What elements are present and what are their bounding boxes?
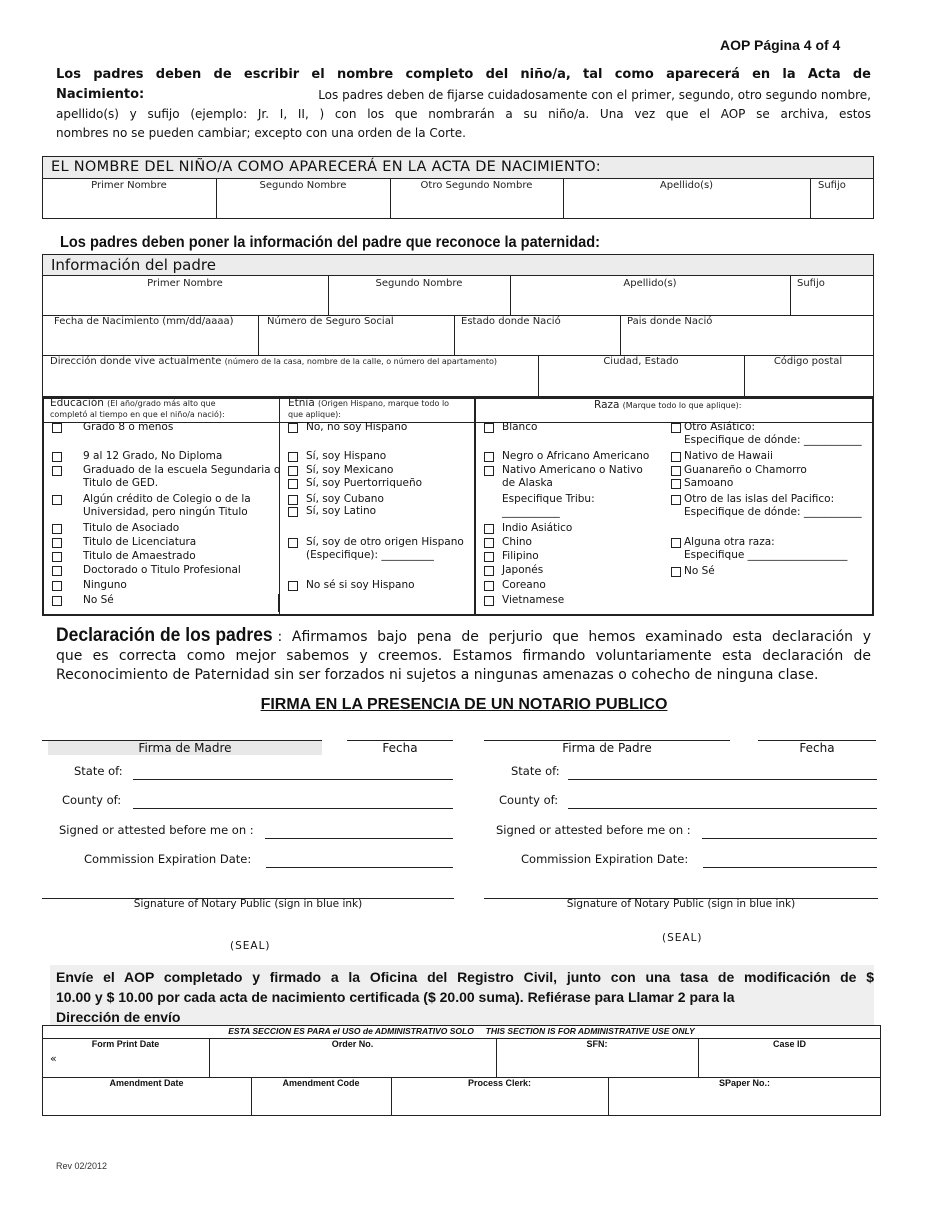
left-state-input[interactable] — [133, 765, 453, 780]
father-ssn-field[interactable]: Número de Seguro Social — [267, 316, 394, 327]
father-last-name-field[interactable]: Apellido(s) — [623, 278, 677, 289]
ethnicity-checkbox[interactable] — [288, 507, 298, 517]
race-option-label: Indio Asiático — [502, 522, 573, 534]
admin-marker: « — [50, 1052, 57, 1065]
address-note: (número de la casa, nombre de la calle, o número del apartamento) — [224, 357, 497, 366]
ethnicity-option-label: Sí, soy Puertorriqueño — [306, 477, 423, 489]
father-fields — [42, 275, 874, 397]
left-county-label: County of: — [62, 793, 122, 807]
right-seal-label: (SEAL) — [662, 932, 703, 944]
ethnicity-checkbox[interactable] — [288, 466, 298, 476]
right-notary-signature-label[interactable]: Signature of Notary Public (sign in blue ink) — [566, 898, 796, 910]
race-other-option-label: Nativo de Hawaii — [684, 450, 773, 462]
father-suffix-field[interactable]: Sufijo — [797, 278, 825, 289]
father-dob-field[interactable]: Fecha de Nacimiento (mm/dd/aaaa) — [54, 316, 234, 327]
education-option-label: 9 al 12 Grado, No Diploma — [83, 450, 223, 462]
mother-signature-label[interactable]: Firma de Madre — [138, 741, 232, 755]
declaration-line2: que es correcta como mejor sabemos y creemos. Estamos firmando voluntariamente esta declaración de — [56, 648, 871, 664]
education-option-label: Titulo de Asociado — [83, 522, 180, 534]
amendment-date-field[interactable]: Amendment Date — [109, 1078, 184, 1088]
race-other-checkbox[interactable] — [671, 567, 681, 577]
declaration-title: Declaración de los padres — [56, 625, 273, 646]
race-checkbox[interactable] — [484, 524, 494, 534]
race-checkbox[interactable] — [484, 581, 494, 591]
ethnicity-checkbox[interactable] — [288, 581, 298, 591]
race-other-checkbox[interactable] — [671, 466, 681, 476]
left-signed-label: Signed or attested before me on : — [59, 823, 254, 837]
education-option-label: Graduado de la escuela Segundaria o — [83, 464, 281, 476]
education-option-label: Doctorado o Titulo Profesional — [83, 564, 241, 576]
race-checkbox[interactable] — [484, 538, 494, 548]
ethnicity-option-label: Sí, soy Latino — [306, 505, 377, 517]
education-option-label: Titulo de Licenciatura — [83, 536, 197, 548]
race-option-label: Especifique Tribu: — [502, 493, 595, 505]
education-option-label: Universidad, pero ningún Titulo — [83, 506, 248, 518]
education-option-label: Ninguno — [83, 579, 127, 591]
declaration-line3: Reconocimiento de Paternidad sin ser forzados ni sujetos a ningunas amenazas o cohecho de ninguna clase. — [56, 667, 819, 683]
left-county-input[interactable] — [133, 794, 453, 809]
father-middle-name-field[interactable]: Segundo Nombre — [375, 278, 463, 289]
ethnicity-checkbox[interactable] — [288, 538, 298, 548]
intro-line3: apellido(s) y sufijo (ejemplo: Jr. I, II, ) con los que nombrarán a su niño/a. Una vez que el AOP se archiva, estos — [56, 107, 871, 121]
left-seal-label: (SEAL) — [230, 940, 271, 952]
education-option-label: Algún crédito de Colegio o de la — [83, 493, 251, 505]
race-other-option-label: No Sé — [684, 565, 715, 577]
education-checkbox[interactable] — [52, 423, 62, 433]
education-checkbox[interactable] — [52, 581, 62, 591]
order-no-field[interactable]: Order No. — [331, 1039, 374, 1049]
race-other-option-label: Especifique de dónde: ___________ — [684, 434, 862, 446]
race-option-label: Filipino — [502, 550, 539, 562]
education-checkbox[interactable] — [52, 495, 62, 505]
revision-label: Rev 02/2012 — [56, 1161, 108, 1171]
child-name-header — [42, 156, 874, 179]
father-city-state-field[interactable]: Ciudad, Estado — [603, 356, 679, 367]
right-commission-label: Commission Expiration Date: — [521, 852, 689, 866]
ethnicity-option-label: No, no soy Hispano — [306, 421, 408, 433]
declaration — [56, 626, 871, 685]
education-checkbox[interactable] — [52, 596, 62, 606]
process-clerk-field[interactable]: Process Clerk: — [467, 1078, 532, 1088]
education-checkbox[interactable] — [52, 452, 62, 462]
race-checkbox[interactable] — [484, 566, 494, 576]
race-header: Raza (Marque todo lo que aplique): — [594, 399, 742, 411]
education-header: Educación (El año/grado más alto que completó al tiempo en que el niño/a nació): — [50, 397, 225, 419]
race-option-label: Nativo Americano o Nativo — [502, 464, 643, 476]
father-birth-country-field[interactable]: Pais donde Nació — [627, 316, 713, 327]
education-checkbox[interactable] — [52, 538, 62, 548]
notary-heading: FIRMA EN LA PRESENCIA DE UN NOTARIO PUBLICO — [260, 696, 668, 713]
sfn-field[interactable]: SFN: — [586, 1039, 608, 1049]
child-last-name-field[interactable]: Apellido(s) — [659, 180, 714, 191]
race-option-label: Blanco — [502, 421, 538, 433]
ethnicity-option-label: Sí, soy Cubano — [306, 493, 384, 505]
page-label: AOP Página 4 of 4 — [720, 37, 841, 53]
right-commission-input[interactable] — [703, 853, 877, 868]
child-other-middle-name-field[interactable]: Otro Segundo Nombre — [420, 180, 533, 191]
race-other-checkbox[interactable] — [671, 452, 681, 462]
race-other-checkbox[interactable] — [671, 479, 681, 489]
father-section-header — [42, 254, 874, 276]
race-other-checkbox[interactable] — [671, 538, 681, 548]
right-signed-label: Signed or attested before me on : — [496, 823, 691, 837]
send-line3: Dirección de envío — [56, 1009, 181, 1025]
race-checkbox[interactable] — [484, 552, 494, 562]
ethnicity-checkbox[interactable] — [288, 423, 298, 433]
race-checkbox[interactable] — [484, 596, 494, 606]
education-option-label: Titulo de GED. — [83, 477, 159, 489]
address-label: Dirección donde vive actualmente — [50, 356, 222, 367]
child-first-name-field[interactable]: Primer Nombre — [91, 180, 167, 191]
send-line2: 10.00 y $ 10.00 por cada acta de nacimiento certificada ($ 20.00 suma). Refiérase para Llamar 2 para la — [56, 989, 735, 1005]
race-checkbox[interactable] — [484, 423, 494, 433]
left-commission-label: Commission Expiration Date: — [84, 852, 252, 866]
ethnicity-checkbox[interactable] — [288, 452, 298, 462]
intro-bold-line2: Nacimiento: — [56, 87, 145, 102]
race-option-label: Negro o Africano Americano — [502, 450, 650, 462]
right-state-label: State of: — [511, 764, 560, 778]
right-signed-input[interactable] — [702, 824, 877, 839]
race-option-label: Vietnamese — [502, 594, 565, 606]
race-other-option-label: Samoano — [684, 477, 734, 489]
ethnicity-option-label: (Especifique): __________ — [306, 549, 434, 561]
right-county-input[interactable] — [568, 794, 877, 809]
declaration-line1: : Afirmamos bajo pena de perjurio que hemos examinado esta declaración y — [277, 629, 871, 645]
father-instruction: Los padres deben poner la información del padre que reconoce la paternidad: — [60, 234, 601, 251]
education-option-label: No Sé — [83, 594, 114, 606]
race-option-label: de Alaska — [502, 477, 553, 489]
child-middle-name-field[interactable]: Segundo Nombre — [259, 180, 347, 191]
race-option-label: Coreano — [502, 579, 546, 591]
race-other-option-label: Especifique ___________________ — [684, 549, 848, 561]
race-other-checkbox[interactable] — [671, 495, 681, 505]
race-option-label: ___________ — [502, 506, 560, 518]
race-option-label: Japonés — [502, 564, 544, 576]
father-zip-field[interactable]: Código postal — [773, 356, 843, 367]
ethnicity-option-label: No sé si soy Hispano — [306, 579, 415, 591]
left-signed-input[interactable] — [265, 824, 453, 839]
race-checkbox[interactable] — [484, 466, 494, 476]
left-commission-input[interactable] — [266, 853, 453, 868]
race-other-option-label: Otro Asiático: — [684, 421, 756, 433]
left-notary-signature-label[interactable]: Signature of Notary Public (sign in blue ink) — [133, 898, 363, 910]
intro-line4: nombres no se pueden cambiar; excepto con una orden de la Corte. — [56, 126, 466, 140]
child-name-title: EL NOMBRE DEL NIÑO/A COMO APARECERÁ EN LA ACTA DE NACIMIENTO: — [51, 159, 601, 175]
father-first-name-field[interactable]: Primer Nombre — [147, 278, 223, 289]
case-id-field[interactable]: Case ID — [772, 1039, 807, 1049]
left-state-label: State of: — [74, 764, 123, 778]
father-birth-state-field[interactable]: Estado donde Nació — [461, 316, 561, 327]
intro-bold-line1: Los padres deben de escribir el nombre completo del niño/a, tal como aparecerá en la Acta de — [56, 67, 871, 82]
father-address-field[interactable] — [50, 356, 497, 367]
form-print-date-field[interactable]: Form Print Date — [91, 1039, 160, 1049]
intro-line2: Los padres deben de fijarse cuidadosamente con el primer, segundo, otro segundo nombre, — [318, 88, 871, 102]
ethnicity-header: Etnia (Origen Hispano, marque todo lo que aplique): — [288, 397, 450, 419]
race-option-label: Chino — [502, 536, 532, 548]
ethnicity-checkbox[interactable] — [288, 479, 298, 489]
education-option-label: Titulo de Amaestrado — [83, 550, 196, 562]
race-checkbox[interactable] — [484, 452, 494, 462]
ethnicity-option-label: Sí, soy Mexicano — [306, 464, 394, 476]
father-section-title: Información del padre — [51, 256, 216, 274]
father-signature-label[interactable]: Firma de Padre — [562, 741, 652, 755]
mother-date-label[interactable]: Fecha — [382, 741, 418, 755]
education-checkbox[interactable] — [52, 566, 62, 576]
race-other-checkbox[interactable] — [671, 423, 681, 433]
father-date-label[interactable]: Fecha — [799, 741, 835, 755]
amendment-code-field[interactable]: Amendment Code — [282, 1078, 360, 1088]
admin-title: ESTA SECCION ES PARA el USO de ADMINISTRATIVO SOLO THIS SECTION IS FOR ADMINISTRATIVE USE ONLY — [228, 1026, 695, 1036]
ethnicity-checkbox[interactable] — [288, 495, 298, 505]
spaper-no-field[interactable]: SPaper No.: — [718, 1078, 770, 1088]
intro-paragraph — [56, 65, 871, 143]
right-state-input[interactable] — [568, 765, 877, 780]
child-suffix-field[interactable]: Sufijo — [818, 180, 846, 191]
race-other-option-label: Alguna otra raza: — [684, 536, 775, 548]
education-checkbox[interactable] — [52, 466, 62, 476]
send-instructions — [50, 965, 874, 1025]
race-other-option-label: Otro de las islas del Pacifico: — [684, 493, 835, 505]
right-county-label: County of: — [499, 793, 559, 807]
ethnicity-option-label: Sí, soy de otro origen Hispano — [306, 536, 464, 548]
race-other-option-label: Especifique de dónde: ___________ — [684, 506, 862, 518]
race-other-option-label: Guanareño o Chamorro — [684, 464, 807, 476]
education-option-label: Grado 8 o menos — [83, 421, 174, 433]
education-checkbox[interactable] — [52, 552, 62, 562]
ethnicity-option-label: Sí, soy Hispano — [306, 450, 387, 462]
send-line1: Envíe el AOP completado y firmado a la Oficina del Registro Civil, junto con una tasa de modificación de $ — [56, 969, 874, 985]
education-checkbox[interactable] — [52, 524, 62, 534]
